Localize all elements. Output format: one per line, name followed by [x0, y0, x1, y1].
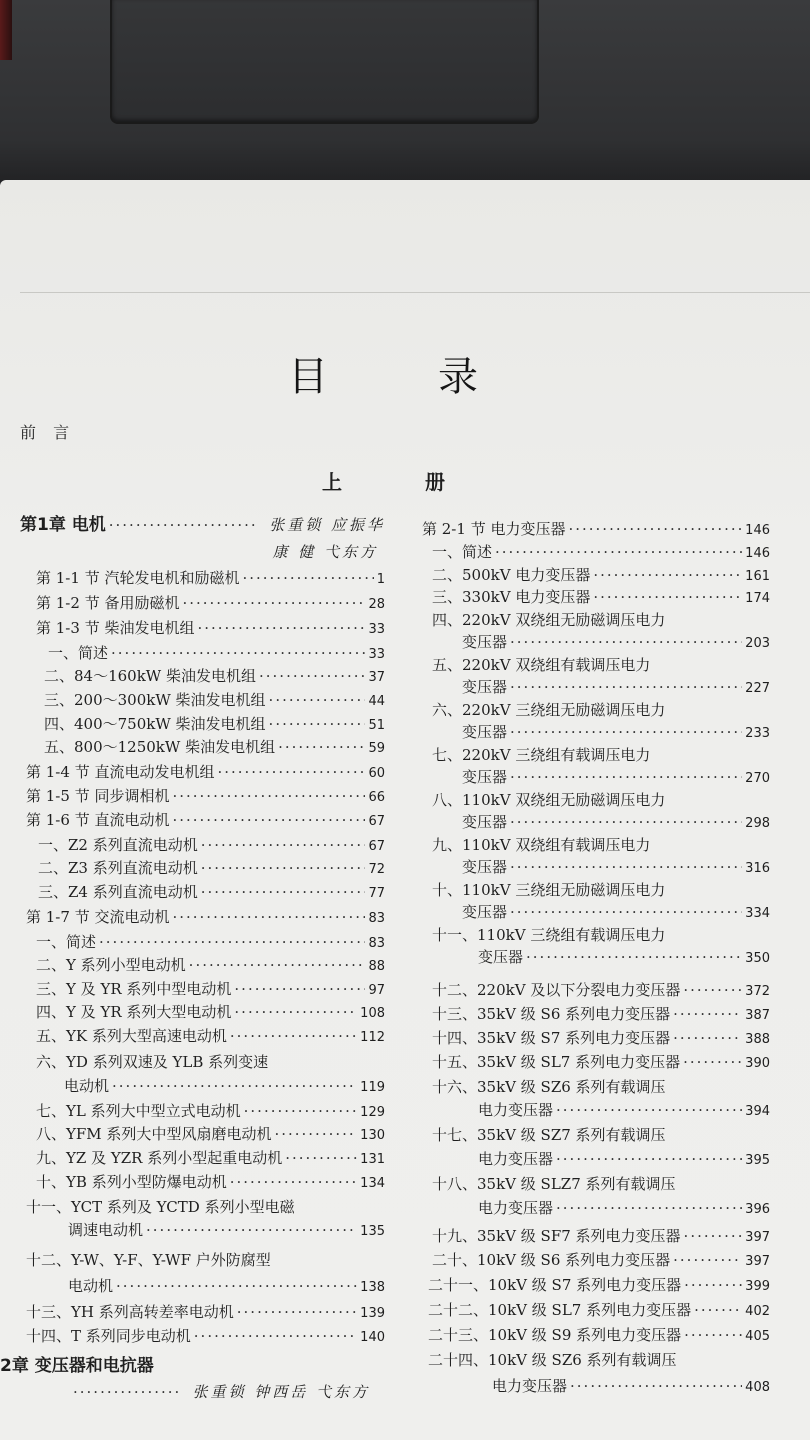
- toc-entry-title: 第1章 电机: [20, 515, 106, 535]
- toc-entry: [478, 1196, 770, 1220]
- toc-page-number: 119: [360, 1080, 385, 1095]
- toc-entry-title: 第 1-5 节 同步调相机: [26, 787, 170, 805]
- toc-page-number: 67: [368, 839, 385, 854]
- toc-entry-authors: 张重锁 应振华: [269, 516, 385, 534]
- dot-leader: [684, 1323, 742, 1347]
- dot-leader: [269, 712, 366, 736]
- toc-page-number: 44: [368, 694, 385, 709]
- toc-entry: [26, 905, 385, 929]
- dot-leader: [526, 945, 742, 969]
- toc-page-number: 270: [745, 771, 770, 786]
- toc-entry: [432, 1050, 770, 1074]
- toc-entry: [20, 513, 385, 537]
- toc-page-number: 60: [368, 766, 385, 781]
- toc-entry-title: 七、220kV 三绕组有载调压电力: [432, 746, 651, 764]
- toc-entry-title: 二十一、10kV 级 S7 系列电力变压器: [428, 1276, 682, 1294]
- laptop-body: [0, 0, 810, 200]
- toc-entry-title: 十七、35kV 级 SZ7 系列有载调压: [432, 1126, 666, 1144]
- toc-entry: [26, 784, 385, 808]
- toc-entry-title: 三、200～300kW 柴油发电机组: [44, 691, 266, 709]
- toc-page-number: 174: [745, 591, 770, 606]
- toc-entry-title: 变压器: [462, 813, 508, 831]
- toc-entry-title: 三、330kV 电力变压器: [432, 588, 591, 606]
- dot-leader: [201, 833, 366, 857]
- toc-entry: [432, 878, 770, 902]
- volume-left-char: 上: [322, 470, 342, 494]
- dot-leader: [73, 1380, 181, 1404]
- toc-entry: [36, 1122, 385, 1146]
- toc-page-number: 83: [368, 936, 385, 951]
- dot-leader: [285, 1146, 357, 1170]
- dot-leader: [593, 563, 742, 587]
- laptop-edge: [0, 0, 12, 60]
- toc-entry-title: 三、Z4 系列直流电动机: [38, 883, 198, 901]
- toc-entry: [432, 1172, 770, 1196]
- toc-entry: [462, 765, 770, 789]
- toc-entry-title: 十一、110kV 三绕组有载调压电力: [432, 926, 666, 944]
- toc-entry: [36, 1024, 385, 1048]
- dot-leader: [510, 675, 742, 699]
- toc-entry: [432, 653, 770, 677]
- toc-entry: [44, 712, 385, 736]
- toc-entry: [36, 1170, 385, 1194]
- toc-entry-title: 第 1-6 节 直流电动机: [26, 811, 170, 829]
- toc-page-number: 108: [360, 1006, 385, 1021]
- dot-leader: [189, 953, 366, 977]
- toc-page-number: 161: [745, 569, 770, 584]
- toc-entry: [462, 675, 770, 699]
- dot-leader: [201, 880, 366, 904]
- toc-page-number: 350: [745, 951, 770, 966]
- dot-leader: [182, 591, 365, 615]
- toc-entry: [462, 810, 770, 834]
- dot-leader: [278, 735, 365, 759]
- toc-entry: [432, 698, 770, 722]
- dot-leader: [194, 1324, 357, 1348]
- toc-page-number: 131: [360, 1152, 385, 1167]
- toc-entry-title: 变压器: [462, 768, 508, 786]
- toc-page-number: 88: [368, 959, 385, 974]
- toc-entry: [36, 977, 385, 1001]
- toc-entry: [36, 953, 385, 977]
- toc-page-number: 405: [745, 1329, 770, 1344]
- toc-entry-title: 一、Z2 系列直流电动机: [38, 836, 198, 854]
- toc-page-number: 233: [745, 726, 770, 741]
- trackpad: [110, 0, 539, 124]
- toc-entry-title: 四、400～750kW 柴油发电机组: [44, 715, 266, 733]
- toc-entry-title: 十三、35kV 级 S6 系列电力变压器: [432, 1005, 671, 1023]
- toc-page-number: 227: [745, 681, 770, 696]
- toc-page-number: 97: [368, 983, 385, 998]
- dot-leader: [217, 760, 365, 784]
- toc-entry: [432, 923, 770, 947]
- toc-entry: [44, 664, 385, 688]
- toc-entry: [70, 1380, 370, 1404]
- dot-leader: [556, 1196, 742, 1220]
- dot-leader: [510, 900, 742, 924]
- toc-entry-title: 一、简述: [48, 644, 109, 662]
- toc-entry: [432, 1002, 770, 1026]
- toc-entry-title: 第 1-2 节 备用励磁机: [36, 594, 180, 612]
- toc-page-number: 408: [745, 1380, 770, 1395]
- toc-page-number: 83: [368, 911, 385, 926]
- dot-leader: [673, 1002, 742, 1026]
- toc-entry: [64, 1074, 385, 1098]
- toc-entry: [36, 616, 385, 640]
- toc-entry-title: 二十、10kV 级 S6 系列电力变压器: [432, 1251, 671, 1269]
- toc-entry-title: 十二、Y-W、Y-F、Y-WF 户外防腐型: [26, 1251, 271, 1269]
- toc-entry-title: 八、YFM 系列大中型风扇磨电动机: [36, 1125, 272, 1143]
- toc-page-number: 399: [745, 1279, 770, 1294]
- dot-leader: [201, 856, 366, 880]
- toc-entry-title: 2章 变压器和电抗器: [0, 1356, 154, 1376]
- toc-entry-title: 变压器: [462, 858, 508, 876]
- volume-right-char: 册: [425, 470, 445, 494]
- toc-entry: [478, 1147, 770, 1171]
- toc-entry-title: 二、Z3 系列直流电动机: [38, 859, 198, 877]
- toc-entry-title: 变压器: [478, 948, 524, 966]
- toc-entry: [26, 1248, 385, 1272]
- dot-leader: [510, 810, 742, 834]
- toc-page-number: 135: [360, 1224, 385, 1239]
- toc-page-number: 33: [368, 647, 385, 662]
- toc-page-number: 388: [745, 1032, 770, 1047]
- toc-entry: [462, 900, 770, 924]
- toc-page-number: 1: [376, 572, 385, 587]
- toc-entry-title: 第 2-1 节 电力变压器: [422, 520, 566, 538]
- dot-leader: [197, 616, 365, 640]
- header-rule: [20, 292, 810, 293]
- toc-entry: [48, 641, 385, 665]
- dot-leader: [510, 855, 742, 879]
- dot-leader: [568, 517, 742, 541]
- toc-entry: [428, 1348, 770, 1372]
- toc-entry-title: 电力变压器: [478, 1199, 554, 1217]
- dot-leader: [274, 1122, 357, 1146]
- toc-entry: [422, 517, 770, 541]
- dot-leader: [146, 1218, 357, 1242]
- dot-leader: [593, 585, 742, 609]
- toc-entry: [26, 1300, 385, 1324]
- dot-leader: [673, 1026, 742, 1050]
- toc-entry-title: 十、110kV 三绕组无励磁调压电力: [432, 881, 666, 899]
- toc-entry-title: 第 1-7 节 交流电动机: [26, 908, 170, 926]
- dot-leader: [269, 688, 366, 712]
- toc-entry-title: 十九、35kV 级 SF7 系列电力变压器: [432, 1227, 681, 1245]
- toc-page-number: 387: [745, 1008, 770, 1023]
- dot-leader: [230, 1170, 357, 1194]
- toc-entry: [432, 540, 770, 564]
- toc-page-number: 77: [368, 886, 385, 901]
- dot-leader: [109, 513, 258, 537]
- foreword-entry: 前 言: [20, 423, 76, 442]
- toc-page-number: 395: [745, 1153, 770, 1168]
- toc-entry-title: 调速电动机: [68, 1221, 144, 1239]
- toc-page-number: 51: [368, 718, 385, 733]
- toc-entry: [428, 1273, 770, 1297]
- toc-entry: [432, 563, 770, 587]
- toc-entry: [36, 566, 385, 590]
- toc-entry: [36, 930, 385, 954]
- toc-entry-title: 十一、YCT 系列及 YCTD 系列小型电磁: [26, 1198, 295, 1216]
- title-right-char: 录: [438, 354, 480, 400]
- toc-page-number: 112: [360, 1030, 385, 1045]
- toc-entry-title: 二、Y 系列小型电动机: [36, 956, 186, 974]
- dot-leader: [234, 977, 365, 1001]
- toc-entry-title: 电力变压器: [478, 1150, 554, 1168]
- dot-leader: [172, 808, 365, 832]
- toc-entry: [432, 585, 770, 609]
- toc-entry: [36, 1146, 385, 1170]
- toc-entry-title: 第 1-1 节 汽轮发电机和励磁机: [36, 569, 240, 587]
- toc-entry-title: 二十四、10kV 级 SZ6 系列有载调压: [428, 1351, 677, 1369]
- toc-entry-title: 第 1-3 节 柴油发电机组: [36, 619, 195, 637]
- toc-page-number: 67: [368, 814, 385, 829]
- toc-entry: [432, 788, 770, 812]
- toc-entry-title: 电动机: [64, 1077, 110, 1095]
- toc-entry-title: 十四、T 系列同步电动机: [26, 1327, 191, 1345]
- toc-entry: [44, 735, 385, 759]
- toc-entry: [432, 1123, 770, 1147]
- toc-page-number: 146: [745, 523, 770, 538]
- toc-entry-authors: 康 健 弋东方: [272, 543, 378, 561]
- dot-leader: [683, 978, 742, 1002]
- toc-entry: [432, 743, 770, 767]
- toc-entry: [26, 808, 385, 832]
- toc-entry: [462, 720, 770, 744]
- dot-leader: [684, 1273, 742, 1297]
- toc-page-number: 397: [745, 1230, 770, 1245]
- toc-entry: [36, 1000, 385, 1024]
- toc-page-number: 66: [368, 790, 385, 805]
- toc-entry: [38, 856, 385, 880]
- toc-entry: [36, 1099, 385, 1123]
- toc-page-number: 396: [745, 1202, 770, 1217]
- toc-entry-title: 十四、35kV 级 S7 系列电力变压器: [432, 1029, 671, 1047]
- toc-entry-title: 三、Y 及 YR 系列中型电动机: [36, 980, 232, 998]
- toc-entry-title: 四、220kV 双绕组无励磁调压电力: [432, 611, 666, 629]
- toc-entry-title: 八、110kV 双绕组无励磁调压电力: [432, 791, 666, 809]
- toc-entry-authors: 张重锁 钟西岳 弋东方: [192, 1383, 370, 1401]
- toc-page-number: 334: [745, 906, 770, 921]
- dot-leader: [230, 1024, 357, 1048]
- dot-leader: [683, 1050, 742, 1074]
- dot-leader: [510, 765, 742, 789]
- toc-entry: [26, 1324, 385, 1348]
- toc-entry-title: 九、110kV 双绕组有载调压电力: [432, 836, 651, 854]
- toc-entry-title: 变压器: [462, 903, 508, 921]
- toc-entry-title: 十八、35kV 级 SLZ7 系列有载调压: [432, 1175, 676, 1193]
- dot-leader: [237, 1300, 357, 1324]
- toc-entry: [432, 1026, 770, 1050]
- toc-page-number: 33: [368, 622, 385, 637]
- toc-entry-title: 二、500kV 电力变压器: [432, 566, 591, 584]
- toc-entry: [432, 833, 770, 857]
- toc-entry-title: 六、YD 系列双速及 YLB 系列变速: [36, 1053, 269, 1071]
- toc-entry: [36, 1050, 385, 1074]
- toc-entry: [0, 1354, 385, 1378]
- toc-entry-title: 六、220kV 三绕组无励磁调压电力: [432, 701, 666, 719]
- toc-entry: [38, 880, 385, 904]
- toc-entry-title: 二、84～160kW 柴油发电机组: [44, 667, 256, 685]
- dot-leader: [694, 1298, 742, 1322]
- dot-leader: [242, 566, 373, 590]
- toc-page-number: 372: [745, 984, 770, 999]
- toc-entry-title: 电力变压器: [492, 1377, 568, 1395]
- dot-leader: [112, 1074, 357, 1098]
- toc-entry-title: 二十二、10kV 级 SL7 系列电力变压器: [428, 1301, 692, 1319]
- toc-entry: [428, 1323, 770, 1347]
- toc-entry: [478, 945, 770, 969]
- toc-page-number: 203: [745, 636, 770, 651]
- toc-page-number: 390: [745, 1056, 770, 1071]
- toc-entry: [478, 1098, 770, 1122]
- toc-entry-title: 四、Y 及 YR 系列大型电动机: [36, 1003, 232, 1021]
- dot-leader: [556, 1147, 742, 1171]
- toc-entry: [68, 1218, 385, 1242]
- toc-entry-title: 电动机: [68, 1277, 114, 1295]
- dot-leader: [495, 540, 742, 564]
- toc-entry: [68, 1274, 385, 1298]
- toc-page-number: 316: [745, 861, 770, 876]
- toc-entry-title: 十二、220kV 及以下分裂电力变压器: [432, 981, 681, 999]
- toc-entry-title: 十、YB 系列小型防爆电动机: [36, 1173, 227, 1191]
- toc-page-number: 139: [360, 1306, 385, 1321]
- toc-entry: [36, 591, 385, 615]
- toc-entry-title: 五、800～1250kW 柴油发电机组: [44, 738, 276, 756]
- toc-entry-title: 五、YK 系列大型高速电动机: [36, 1027, 227, 1045]
- toc-entry: [432, 978, 770, 1002]
- dot-leader: [510, 720, 742, 744]
- toc-page-number: 402: [745, 1304, 770, 1319]
- toc-entry-title: 五、220kV 双绕组有载调压电力: [432, 656, 651, 674]
- toc-entry: [26, 1195, 385, 1219]
- dot-leader: [510, 630, 742, 654]
- toc-page-number: 134: [360, 1176, 385, 1191]
- toc-entry: [428, 1298, 770, 1322]
- dot-leader: [172, 905, 365, 929]
- toc-entry-title: 十三、YH 系列高转差率电动机: [26, 1303, 234, 1321]
- toc-page-number: 130: [360, 1128, 385, 1143]
- toc-entry-title: 变压器: [462, 678, 508, 696]
- toc-entry: [44, 688, 385, 712]
- toc-entry-title: 一、简述: [432, 543, 493, 561]
- dot-leader: [556, 1098, 742, 1122]
- toc-page-number: 129: [360, 1105, 385, 1120]
- toc-entry-title: 电力变压器: [478, 1101, 554, 1119]
- toc-entry-title: 九、YZ 及 YZR 系列小型起重电动机: [36, 1149, 283, 1167]
- dot-leader: [99, 930, 365, 954]
- toc-entry: [238, 540, 378, 564]
- toc-page-number: 72: [368, 862, 385, 877]
- toc-entry: [462, 630, 770, 654]
- dot-leader: [673, 1248, 742, 1272]
- toc-entry-title: 七、YL 系列大中型立式电动机: [36, 1102, 241, 1120]
- toc-page-number: 37: [368, 670, 385, 685]
- dot-leader: [234, 1000, 357, 1024]
- dot-leader: [684, 1224, 743, 1248]
- toc-entry: [462, 855, 770, 879]
- toc-entry: [432, 1075, 770, 1099]
- toc-entry: [432, 1248, 770, 1272]
- toc-entry: [432, 1224, 770, 1248]
- dot-leader: [116, 1274, 357, 1298]
- toc-entry: [432, 608, 770, 632]
- toc-page-number: 28: [368, 597, 385, 612]
- dot-leader: [570, 1374, 742, 1398]
- toc-page-number: 146: [745, 546, 770, 561]
- toc-entry-title: 二十三、10kV 级 S9 系列电力变压器: [428, 1326, 682, 1344]
- toc-entry-title: 第 1-4 节 直流电动发电机组: [26, 763, 215, 781]
- toc-entry-title: 一、简述: [36, 933, 97, 951]
- toc-page-number: 298: [745, 816, 770, 831]
- toc-entry-title: 变压器: [462, 723, 508, 741]
- toc-entry-title: 十五、35kV 级 SL7 系列电力变压器: [432, 1053, 681, 1071]
- title-left-char: 目: [288, 354, 330, 400]
- toc-page-number: 140: [360, 1330, 385, 1345]
- toc-page-number: 394: [745, 1104, 770, 1119]
- toc-entry: [492, 1374, 770, 1398]
- dot-leader: [259, 664, 365, 688]
- toc-page-number: 138: [360, 1280, 385, 1295]
- toc-page-number: 397: [745, 1254, 770, 1269]
- dot-leader: [244, 1099, 358, 1123]
- toc-page-number: 59: [368, 741, 385, 756]
- toc-entry: [38, 833, 385, 857]
- dot-leader: [172, 784, 365, 808]
- dot-leader: [111, 641, 365, 665]
- toc-entry-title: 变压器: [462, 633, 508, 651]
- toc-entry: [26, 760, 385, 784]
- toc-entry-title: 十六、35kV 级 SZ6 系列有载调压: [432, 1078, 666, 1096]
